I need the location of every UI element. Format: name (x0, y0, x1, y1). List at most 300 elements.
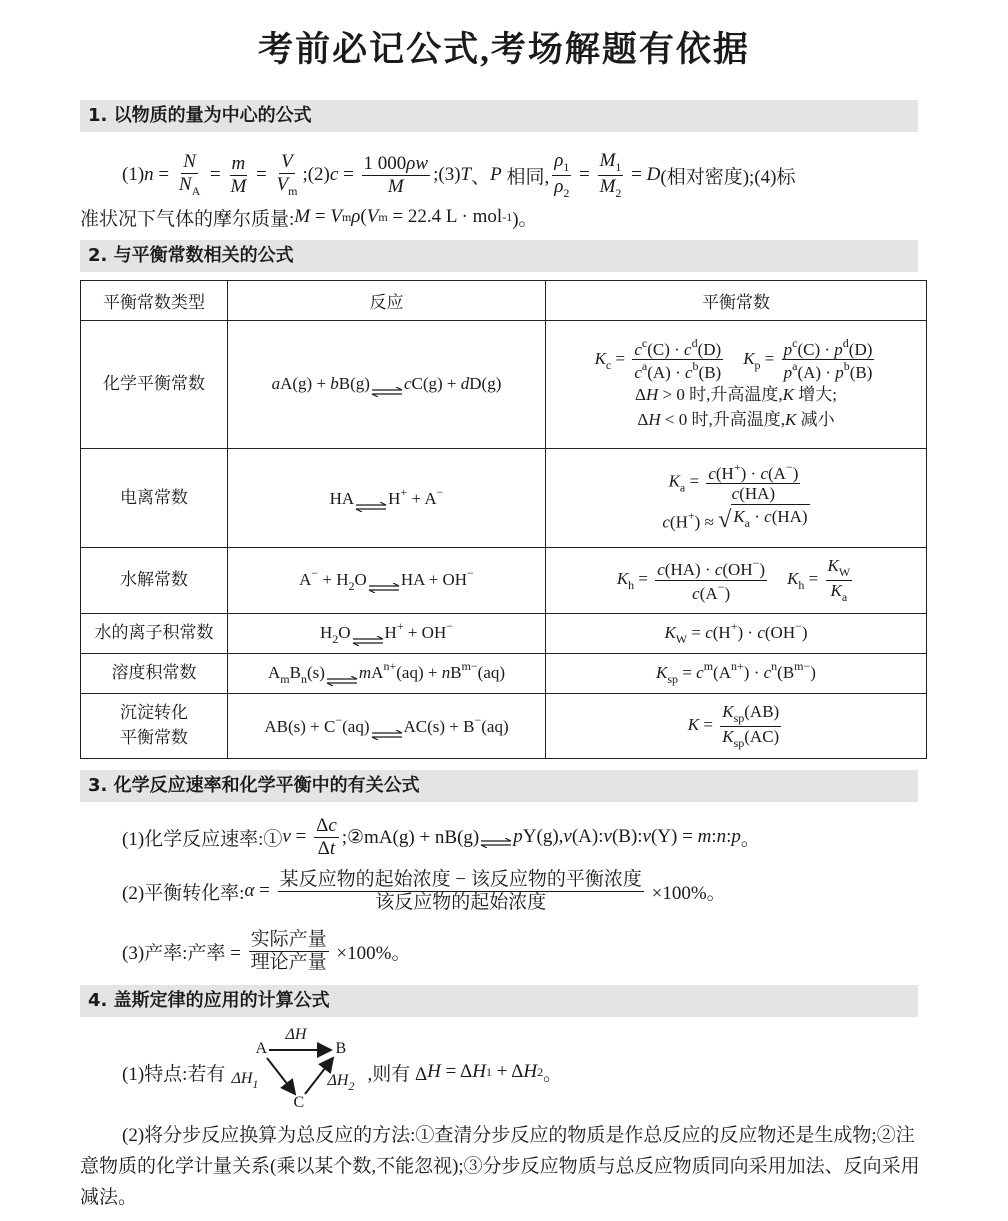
italic-symbol: a (271, 374, 281, 394)
italic-symbol: m (231, 152, 246, 174)
subscript: m (341, 209, 352, 224)
equilibrium-arrow-icon (371, 723, 403, 733)
text: (AB) (744, 701, 780, 721)
denominator (782, 360, 875, 383)
numerator (826, 556, 853, 581)
text: ;②mA(g) + nB(g) (341, 826, 480, 848)
constant-line (548, 702, 924, 751)
denominator (829, 581, 850, 605)
italic-symbol: K (664, 623, 676, 643)
text: 。 (543, 1063, 563, 1085)
equilibrium-arrow-icon (355, 495, 387, 505)
subscript: h (798, 578, 805, 593)
italic-symbol: K (733, 507, 745, 527)
text: AC(s) + B (403, 717, 475, 737)
text: C(g) + (411, 374, 461, 394)
numerator (552, 150, 571, 176)
column-header: 平衡常数 (546, 281, 927, 321)
text: A (299, 570, 312, 590)
constant-line (548, 556, 924, 605)
superscript: a (792, 359, 798, 374)
type-label: 沉淀转化 (120, 703, 188, 724)
superscript: a (641, 359, 648, 374)
subscript: sp (733, 735, 745, 750)
fraction (632, 337, 723, 383)
text: A(g) + (280, 374, 331, 394)
subscript: p (754, 357, 761, 372)
superscript: − (335, 713, 343, 728)
constant-expression (546, 694, 927, 759)
text: Δ (635, 384, 646, 404)
numerator (279, 151, 295, 174)
subscript: 1 (252, 1077, 259, 1091)
text: Δ (316, 814, 329, 836)
constant-line (548, 408, 924, 433)
text: : (711, 826, 717, 847)
text: (Y) = (650, 826, 698, 847)
numerator (782, 337, 875, 361)
type-label: 平衡常数 (120, 728, 188, 748)
text: (D) (848, 339, 873, 359)
superscript: d (691, 335, 698, 350)
italic-symbol: P (490, 164, 502, 185)
table-row (81, 548, 927, 614)
italic-symbol: c (757, 623, 765, 643)
subscript: sp (667, 672, 679, 687)
subscript: 2 (563, 185, 570, 200)
reaction (228, 614, 546, 654)
superscript: − (474, 713, 482, 728)
superscript: b (692, 359, 699, 374)
reaction (228, 548, 546, 614)
constant-line (548, 658, 924, 688)
italic-symbol: c (329, 164, 339, 185)
equilibrium-arrow-icon (371, 380, 403, 390)
section-heading-1: 1. 以物质的量为中心的公式 (80, 100, 918, 132)
reaction-equation (230, 618, 543, 648)
constant-type (81, 614, 228, 654)
text: = Δ (440, 1061, 473, 1082)
text: (H (715, 463, 734, 483)
page-title: 考前必记公式,考场解题有依据 (258, 30, 750, 69)
italic-symbol: M (230, 175, 247, 197)
text: B (289, 663, 301, 683)
denominator (720, 727, 781, 751)
text: Δ (317, 837, 330, 859)
text: (s) (306, 663, 325, 683)
numerator (181, 151, 198, 174)
text: (A (699, 584, 718, 603)
text: ×100%。 (646, 882, 726, 904)
text: = (290, 826, 312, 847)
numerator (632, 337, 723, 361)
text: 实际产量 (250, 928, 327, 950)
denominator (552, 176, 571, 201)
column-header: 反应 (228, 281, 546, 321)
text: (aq) (481, 717, 509, 737)
constant-type (81, 694, 228, 759)
node-b: B (335, 1040, 347, 1057)
text: = (310, 206, 331, 227)
denominator (598, 176, 624, 201)
text: (相对密度);(4)标 (660, 166, 796, 188)
constant-line (548, 383, 924, 408)
text: = 22.4 L · mol (387, 206, 503, 227)
superscript: − (436, 485, 444, 500)
text: )。 (512, 208, 538, 230)
italic-symbol: c (634, 339, 642, 359)
reaction (228, 654, 546, 694)
text: (3)产率:产率 = (122, 942, 246, 964)
text: 1 000 (363, 152, 407, 174)
text: (H (669, 512, 688, 532)
text: ) (801, 623, 808, 643)
superscript: -1 (502, 209, 513, 224)
type-label: 溶度积常数 (111, 663, 197, 684)
reaction (228, 321, 546, 449)
text: (A (768, 463, 786, 483)
italic-symbol: H (645, 384, 659, 404)
italic-symbol: M (599, 175, 616, 197)
subscript: 2 (348, 579, 355, 594)
text (770, 569, 787, 588)
text: 该反应物的起始浓度 (375, 891, 547, 913)
italic-symbol: N (183, 151, 196, 173)
square-root (718, 504, 809, 532)
subscript: a (679, 480, 686, 495)
italic-symbol: T (460, 164, 472, 185)
text: ) · (743, 663, 764, 683)
type-label: 电离常数 (120, 487, 188, 508)
text: = (205, 164, 226, 185)
text: = (611, 348, 630, 368)
text: (aq) + (396, 663, 442, 683)
italic-symbol: v (282, 826, 291, 847)
text: ×100%。 (331, 942, 411, 964)
denominator (177, 174, 202, 199)
label-dh: ΔH (285, 1026, 307, 1043)
constant-line (548, 618, 924, 648)
text: ΔH (327, 1072, 349, 1089)
numerator (720, 702, 781, 727)
text: (A (713, 663, 731, 683)
numerator (249, 929, 329, 952)
italic-symbol: ρ (554, 175, 564, 197)
italic-symbol: c (696, 663, 704, 683)
subscript: 1 (486, 1064, 493, 1079)
superscript: b (843, 359, 850, 374)
constant-expression (546, 449, 927, 548)
text: ( (360, 206, 367, 227)
superscript: − (717, 580, 725, 594)
text: HA (329, 489, 355, 509)
text: > 0 时,升高温度, (658, 384, 783, 404)
italic-symbol: c (403, 374, 412, 394)
italic-symbol: p (835, 363, 844, 383)
superscript: − (785, 459, 793, 474)
text: B(g) (338, 374, 370, 394)
numerator (278, 869, 644, 892)
fraction (706, 461, 800, 504)
superscript: + (733, 459, 741, 474)
italic-symbol: p (783, 363, 793, 383)
text: (1) (122, 164, 145, 185)
text: = (699, 714, 718, 734)
denominator (690, 581, 732, 604)
constant-expression (546, 321, 927, 449)
text: (B (777, 663, 795, 683)
italic-symbol: t (329, 837, 336, 859)
italic-symbol: c (708, 463, 716, 483)
table-row (81, 614, 927, 654)
text: · (750, 507, 765, 527)
constant-line (548, 337, 924, 383)
subscript: m (288, 184, 298, 199)
italic-symbol: K (827, 556, 839, 576)
fraction (826, 556, 853, 605)
paragraph: (2)将分步反应换算为总反应的方法:①查清分步反应的物质是作总反应的反应物还是生成物;②注意物质的化学计量关系(乘以某个数,不能忽视);③分步反应物质与总反应物质同向采用加法、反向采用减法。 (80, 1125, 920, 1208)
subscript: sp (733, 710, 745, 725)
text: 相同, (501, 166, 550, 188)
italic-symbol: K (784, 409, 797, 429)
subscript: h (628, 578, 635, 593)
superscript: − (446, 619, 454, 634)
section-heading-2: 2. 与平衡常数相关的公式 (80, 240, 918, 272)
text: : (726, 826, 732, 847)
text: ;(2) (302, 164, 330, 185)
italic-symbol: c (705, 623, 713, 643)
italic-symbol: K (687, 714, 700, 734)
text: = (760, 348, 779, 368)
subscript: 2 (332, 632, 339, 647)
text: H (384, 623, 397, 643)
italic-symbol: p (513, 826, 523, 847)
italic-symbol: N (178, 174, 192, 196)
text: = (687, 623, 706, 643)
node-a: A (255, 1040, 267, 1057)
superscript: − (311, 566, 319, 581)
italic-symbol: c (731, 484, 740, 504)
text: = (574, 164, 595, 185)
italic-symbol: c (714, 560, 723, 580)
superscript: d (842, 335, 849, 350)
text: ) (792, 463, 799, 483)
fraction (552, 150, 571, 201)
formula-line (80, 202, 930, 232)
italic-symbol: v (563, 826, 572, 847)
italic-symbol: n (144, 164, 154, 185)
text: = (153, 164, 174, 185)
text: H (319, 623, 333, 643)
superscript: c (641, 335, 648, 350)
numerator (706, 461, 800, 485)
text: 某反应物的起始浓度 − 该反应物的平衡浓度 (279, 868, 642, 890)
italic-symbol: c (760, 463, 768, 483)
subscript: 1 (563, 159, 570, 174)
italic-symbol: M (294, 206, 311, 227)
italic-symbol: K (656, 663, 668, 683)
text: ,则有 Δ (367, 1063, 428, 1085)
italic-symbol: n (716, 826, 727, 847)
denominator (249, 952, 329, 974)
italic-symbol: ρ (554, 149, 564, 171)
italic-symbol: c (657, 560, 665, 580)
text: (C) · (797, 339, 835, 359)
text: (HA) (771, 507, 808, 527)
numerator (598, 150, 624, 176)
text: = (338, 164, 359, 185)
italic-symbol: K (787, 569, 799, 589)
italic-symbol: M (599, 149, 616, 171)
italic-symbol: ρw (406, 152, 429, 174)
radicand (731, 504, 809, 532)
text: A (371, 663, 384, 683)
subscript: 2 (348, 1079, 355, 1093)
fraction (278, 869, 644, 914)
italic-symbol: H (472, 1061, 487, 1082)
text: = (254, 880, 275, 901)
text: = (251, 164, 272, 185)
text: 、 (471, 166, 491, 188)
subscript: 2 (537, 1064, 544, 1079)
label-dh2 (327, 1072, 354, 1094)
text: AB(s) + C (264, 717, 336, 737)
italic-symbol: K (616, 569, 629, 589)
fraction (362, 153, 431, 198)
superscript: + (687, 508, 695, 523)
superscript: c (792, 335, 798, 350)
denominator (275, 174, 300, 199)
text: (A): (571, 826, 604, 847)
table-row (81, 321, 927, 449)
label-dh1 (231, 1070, 258, 1092)
text: (aq) (342, 717, 370, 737)
text: 理论产量 (250, 951, 327, 973)
radical-sign-icon: √ (718, 507, 732, 534)
italic-symbol: v (642, 826, 651, 847)
subscript: W (838, 565, 851, 580)
text: ) (759, 560, 766, 580)
text: 。 (740, 828, 760, 850)
equilibrium-arrow-icon (368, 576, 400, 586)
text: ) · (740, 463, 761, 483)
text: (A) · (797, 363, 836, 383)
text: (OH (764, 623, 796, 643)
text: (A) · (647, 363, 685, 383)
text: B (450, 663, 462, 683)
text: A (267, 663, 281, 683)
text: = (678, 663, 697, 683)
text: Δ (637, 409, 649, 429)
italic-symbol: α (244, 880, 255, 901)
italic-symbol: M (387, 175, 404, 197)
equilibrium-arrow-icon (326, 669, 358, 679)
text: (B) (849, 363, 873, 383)
text: O (338, 623, 351, 643)
fraction (177, 151, 202, 199)
italic-symbol: H (523, 1061, 538, 1082)
text: Y(g), (522, 826, 564, 847)
numerator (655, 557, 767, 581)
subscript: m (280, 672, 290, 687)
superscript: + (730, 619, 738, 634)
text: (C) · (647, 339, 685, 359)
text (726, 349, 743, 368)
text: (B) (698, 363, 722, 383)
italic-symbol: m (697, 826, 712, 847)
section-heading-4: 4. 盖斯定律的应用的计算公式 (80, 985, 918, 1017)
numerator (230, 153, 248, 176)
reaction-equation (230, 372, 543, 397)
text: ) ≈ (694, 512, 719, 532)
italic-symbol: ρ (351, 206, 361, 227)
constant-type (81, 321, 228, 449)
type-label: 水的离子积常数 (94, 623, 214, 644)
section-heading-3: 3. 化学反应速率和化学平衡中的有关公式 (80, 770, 918, 802)
italic-symbol: K (722, 726, 734, 746)
italic-symbol: n (441, 663, 451, 683)
equilibrium-arrow-icon (352, 629, 384, 639)
fraction (598, 150, 624, 201)
text: (B): (611, 826, 643, 847)
subscript: a (841, 590, 848, 604)
subscript: a (744, 516, 750, 531)
italic-symbol: H (648, 409, 661, 429)
superscript: + (400, 485, 408, 500)
fraction (720, 702, 781, 751)
italic-symbol: c (634, 363, 642, 383)
reaction-equation (230, 712, 543, 740)
formula-line (80, 864, 930, 918)
text: ) · (737, 623, 758, 643)
type-label: 水解常数 (120, 570, 188, 591)
formula-line (80, 812, 930, 862)
italic-symbol: V (366, 206, 379, 227)
constant-type (81, 449, 228, 548)
subscript: 2 (615, 185, 622, 200)
type-label: 化学平衡常数 (103, 374, 205, 395)
fraction (782, 337, 875, 383)
text: H (388, 489, 401, 509)
text: (HA) · (664, 560, 715, 580)
reaction (228, 449, 546, 548)
denominator (730, 484, 777, 504)
superscript: n (771, 659, 778, 674)
formula-line (80, 150, 930, 200)
text: (AC) (744, 726, 780, 746)
table-row (81, 449, 927, 548)
text: + A (407, 489, 437, 509)
formula (367, 1059, 562, 1086)
node-c: C (293, 1094, 305, 1111)
text: = (685, 471, 704, 491)
text: (H (712, 623, 731, 643)
constant-line (548, 461, 924, 504)
superscript: − (467, 566, 474, 581)
subscript: W (675, 632, 688, 647)
fraction (228, 153, 248, 198)
reaction-equation (230, 484, 543, 512)
italic-symbol: K (782, 384, 794, 404)
text: = (626, 164, 647, 185)
constant-expression (546, 548, 927, 614)
italic-symbol: K (743, 348, 755, 368)
text: HA + OH (400, 570, 468, 590)
text: = (634, 569, 653, 589)
text: ΔH (231, 1070, 253, 1087)
equilibrium-arrow-icon (480, 832, 512, 842)
subscript: m (378, 209, 388, 224)
